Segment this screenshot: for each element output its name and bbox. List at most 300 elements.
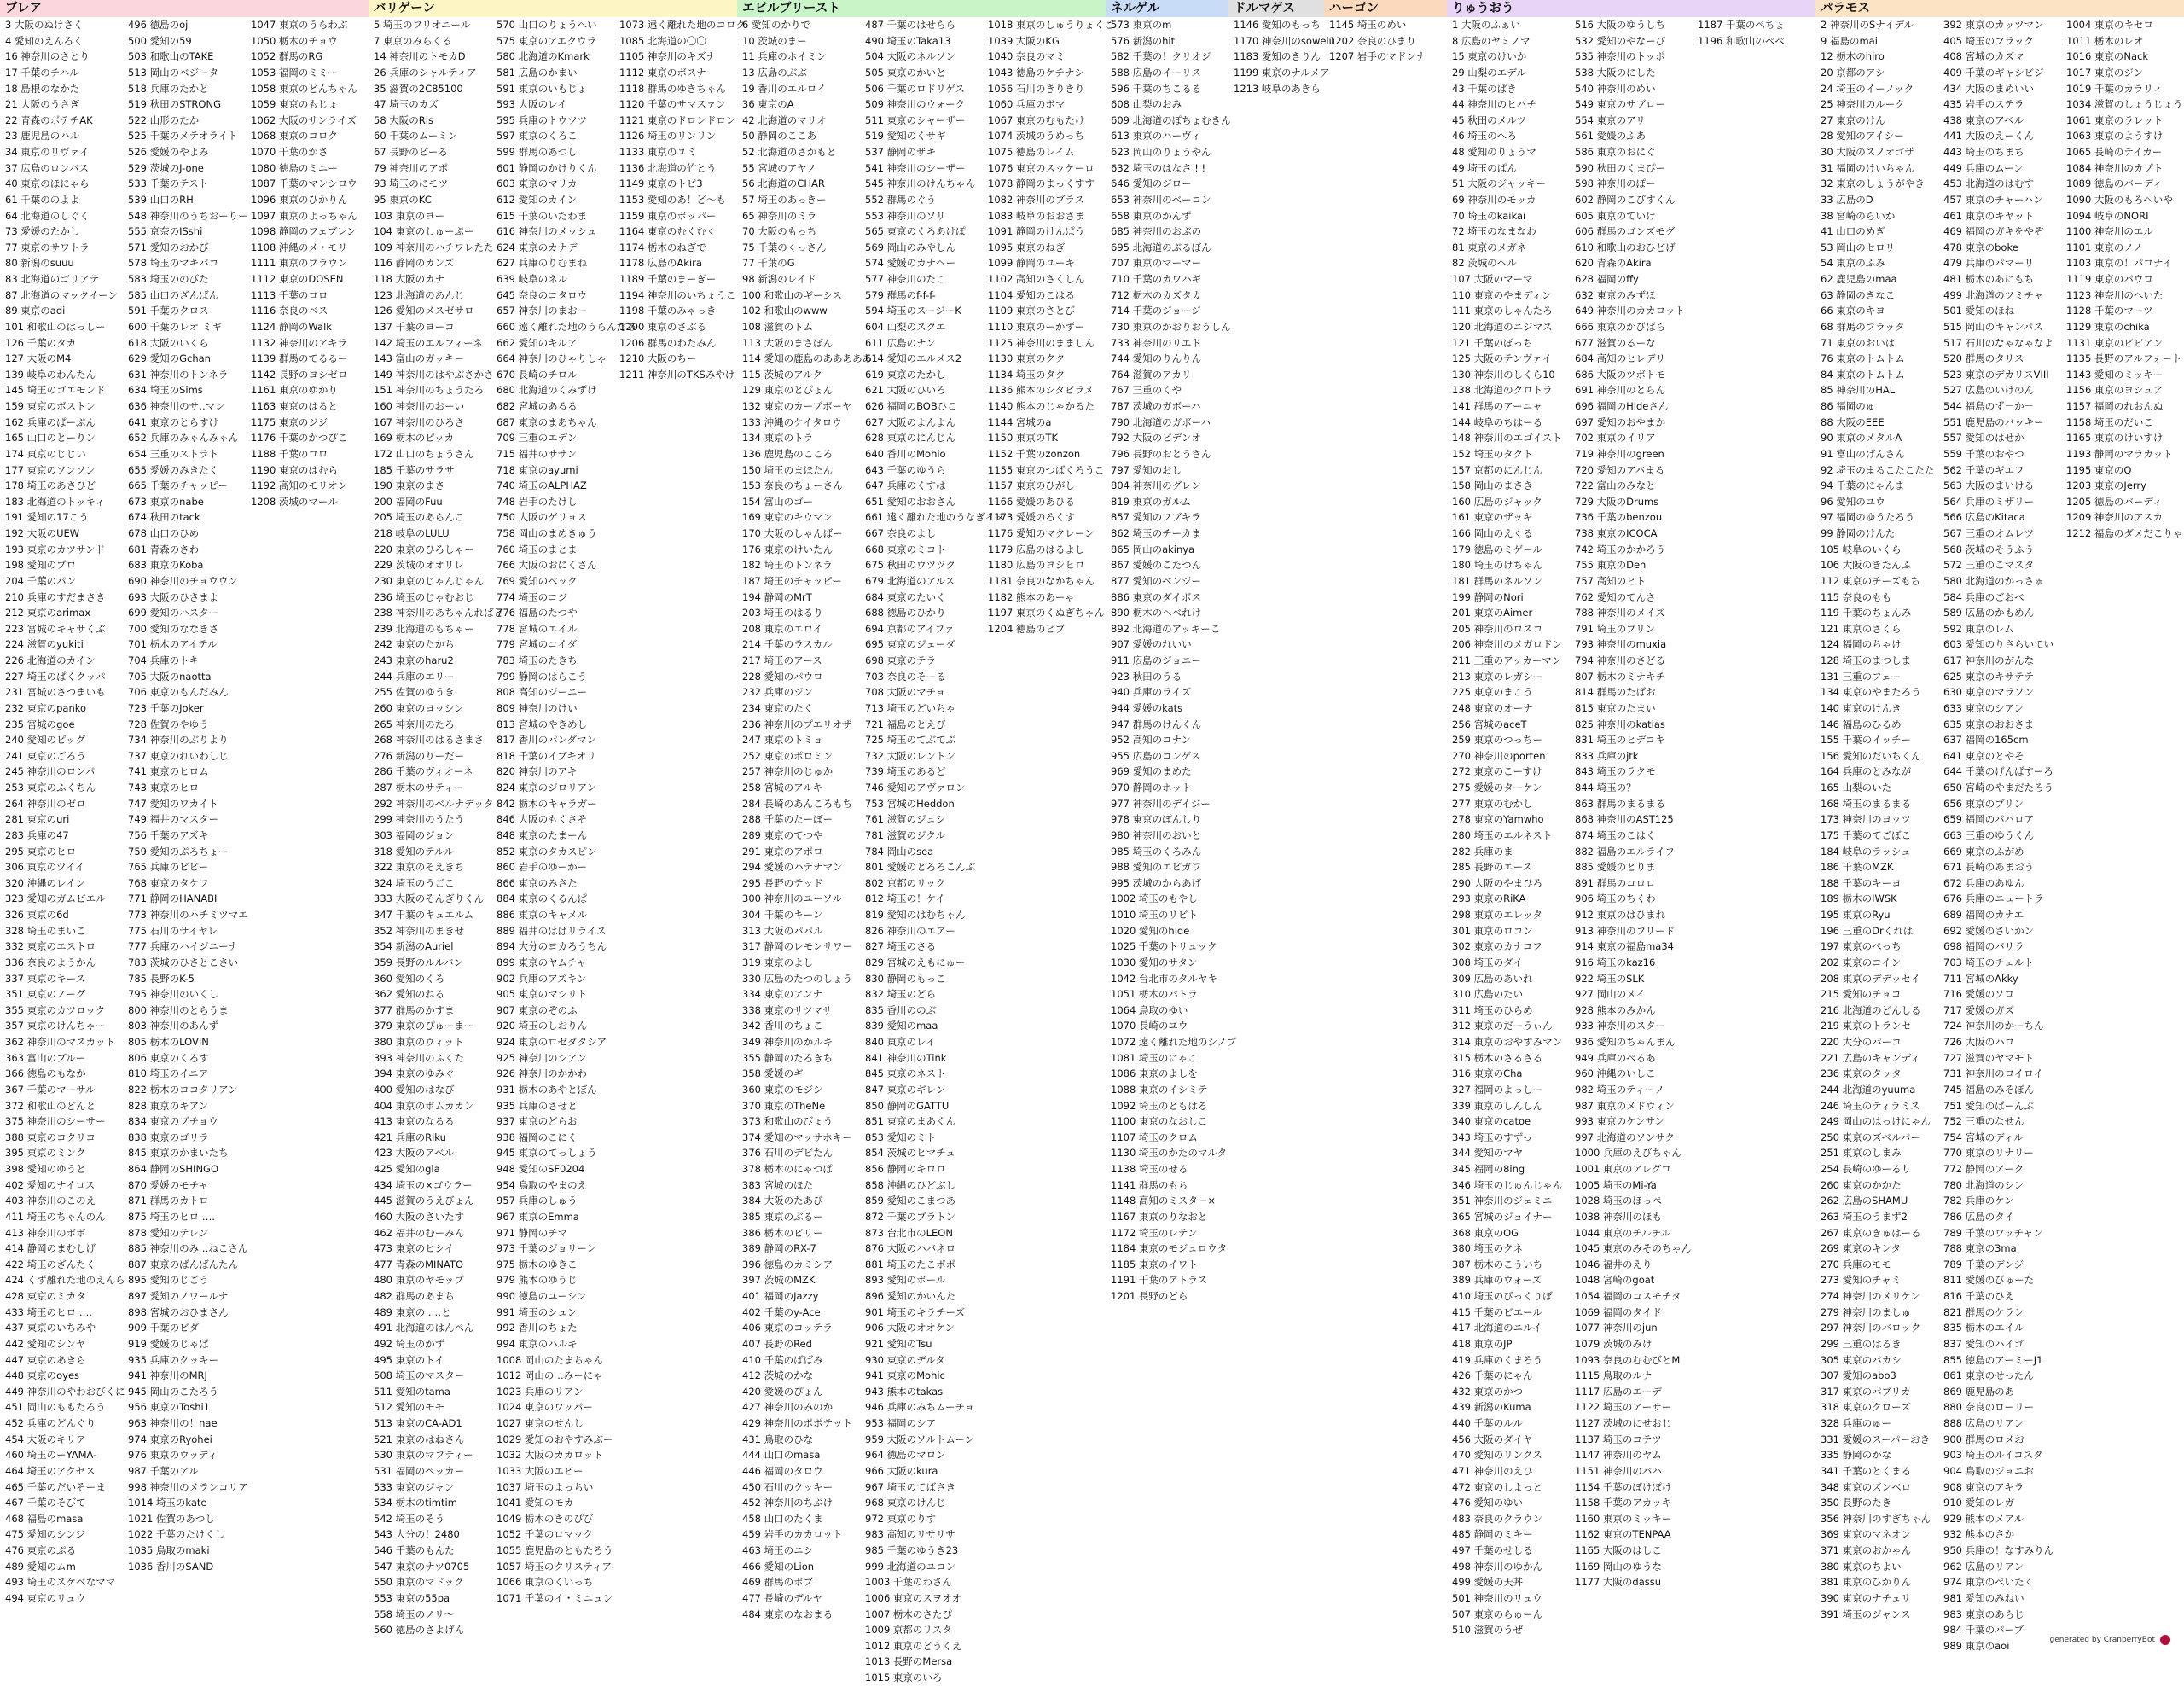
member-entry: 230 東京のじゃんじゃん — [374, 574, 485, 587]
member-entry: 914 東京の福島ma34 — [1575, 940, 1674, 953]
member-entry: 1132 神奈川のアキラ — [251, 336, 347, 349]
member-entry: 1018 東京のしゅうりょくご — [988, 19, 1114, 31]
member-entry: 944 愛媛のkats — [1111, 701, 1183, 714]
member-entry: 314 東京のおやすみマン — [1452, 1036, 1563, 1048]
member-entry: 5 埼玉のフリオニール — [374, 19, 471, 31]
member-entry: 501 神奈川のリュウ — [1452, 1591, 1542, 1604]
member-entry: 220 東京のひろしゃー — [374, 543, 474, 555]
member-entry: 546 千葉のもんた — [374, 1544, 455, 1556]
member-entry: 872 千葉のブラトン — [865, 1210, 956, 1223]
member-entry: 1020 愛知のhide — [1111, 924, 1190, 937]
member-entry: 1196 和歌山のぺべ — [1698, 34, 1785, 47]
member-entry: 272 東京のこーすけ — [1452, 765, 1542, 778]
member-entry: 279 神奈川のましゅ — [1821, 1305, 1912, 1318]
member-entry: 1189 千葉のまーぎー — [619, 273, 717, 285]
member-entry: 601 静岡のかけりくん — [497, 161, 597, 174]
group-header: ネルゲル — [1106, 0, 1228, 17]
member-entry: 402 愛知のナイロス — [5, 1178, 96, 1191]
member-entry: 1064 鳥取のゆい — [1111, 1003, 1188, 1016]
member-entry: 1052 千葉のロマック — [497, 1528, 593, 1541]
member-entry: 253 東京のふくちん — [5, 782, 96, 794]
member-entry: 446 福岡のタロウ — [742, 1464, 823, 1477]
member-entry: 1119 東京のパウロ — [2066, 273, 2153, 285]
member-entry: 1209 神奈川のアスカ — [2066, 511, 2163, 524]
member-entry: 674 秋田のtack — [128, 511, 200, 524]
member-entry: 574 愛媛のカナヘー — [865, 257, 956, 270]
member-entry: 6 愛知のかりで — [742, 19, 810, 31]
member-entry: 820 神奈川のアキ — [497, 765, 578, 778]
member-entry: 128 埼玉のまつしま — [1821, 654, 1912, 666]
member-entry: 1074 茨城のうめっち — [988, 130, 1085, 142]
member-list — [491, 17, 636, 1607]
member-entry: 402 千葉のy-Ace — [742, 1305, 821, 1318]
member-entry: 1165 大阪のはしこ — [1575, 1544, 1662, 1556]
member-entry: 200 福岡のFuu — [374, 495, 443, 508]
member-entry: 596 千葉のちこるる — [1111, 82, 1202, 95]
member-entry: 141 群馬のアーニャ — [1452, 400, 1542, 412]
member-entry: 1029 愛知のおやすみぶー — [497, 1433, 613, 1445]
member-entry: 227 埼玉のぱくクッパ — [5, 670, 106, 683]
member-entry: 84 東京のトムトム — [1821, 368, 1905, 381]
member-entry: 475 愛知のシンジ — [5, 1528, 86, 1541]
member-entry: 426 千葉のにゃん — [1452, 1369, 1533, 1382]
member-entry: 1002 埼玉のもやし — [1111, 892, 1198, 905]
member-entry: 389 静岡のRX-7 — [742, 1242, 816, 1255]
member-entry: 1185 東京のイワト — [1111, 1258, 1198, 1270]
member-entry: 1066 東京のくいっち — [497, 1576, 594, 1589]
member-entry: 608 山梨のおみ — [1111, 98, 1182, 111]
member-entry: 1112 東京のボスナ — [619, 66, 706, 78]
member-entry: 981 愛知のみねい — [1943, 1591, 2024, 1604]
member-entry: 298 東京のエレッタ — [1452, 909, 1542, 921]
member-entry: 1127 茨城のにせおじ — [1575, 1417, 1672, 1429]
member-entry: 101 和歌山のはっしー — [5, 320, 106, 333]
member-entry: 935 兵庫のクッキー — [128, 1353, 219, 1366]
member-entry: 1136 熊本のシタビラメ — [988, 384, 1095, 397]
member-entry: 64 北海道のしぐく — [5, 209, 90, 222]
member-entry: 195 東京のRyu — [1821, 909, 1891, 921]
member-entry: 572 三重のこマスタ — [1943, 559, 2035, 572]
member-entry: 326 東京の6d — [5, 909, 69, 921]
member-entry: 357 東京のけんちゃー — [5, 1020, 106, 1032]
footer-text: generated by CranberryBot — [2049, 1636, 2155, 1644]
member-entry: 724 神奈川のかーちん — [1943, 1020, 2044, 1032]
member-entry: 664 神奈川のひゃりしゃ — [497, 352, 607, 365]
member-entry: 220 大分のパーコ — [1821, 1036, 1902, 1048]
member-entry: 1100 東京のなおしこ — [1111, 1115, 1208, 1128]
member-entry: 984 千葉のパーブ — [1943, 1624, 2024, 1637]
member-entry: 273 愛知のチャミ — [1821, 1274, 1902, 1287]
member-entry: 1016 東京のNack — [2066, 50, 2149, 63]
member-entry: 544 福島のず－か－ — [1943, 400, 2035, 412]
member-entry: 405 埼玉のフラック — [1943, 34, 2034, 47]
member-entry: 243 東京のharu2 — [374, 654, 454, 666]
member-entry: 878 愛知のテレン — [128, 1226, 209, 1239]
member-entry: 1134 埼玉のタク — [988, 368, 1066, 381]
member-entry: 829 宮城のえもにゅー — [865, 956, 966, 968]
member-entry: 278 東京のYamwho — [1452, 813, 1544, 826]
member-entry: 568 茨城のそうふう — [1943, 543, 2035, 555]
member-entry: 1169 岡山のゆうな — [1575, 1560, 1662, 1573]
member-entry: 851 東京のまあくん — [865, 1115, 956, 1128]
member-entry: 927 岡山のメイ — [1575, 988, 1646, 1001]
member-entry: 389 兵庫のウォーズ — [1452, 1274, 1542, 1287]
member-entry: 301 東京のロコン — [1452, 924, 1533, 937]
member-entry: 340 東京のcatoe — [1452, 1115, 1531, 1128]
member-entry: 1176 愛知のマクレーン — [988, 527, 1095, 539]
member-entry: 910 愛知のレガ — [1943, 1497, 2015, 1509]
member-entry: 938 福岡のこにく — [497, 1131, 578, 1143]
member-entry: 52 北海道のさかもと — [742, 146, 837, 158]
member-entry: 72 埼玉のなまなわ — [1452, 225, 1536, 238]
member-entry: 192 大阪のUEW — [5, 527, 80, 539]
member-entry: 351 東京のノーグ — [5, 988, 86, 1001]
member-entry: 241 東京のごろう — [5, 749, 86, 762]
member-entry: 800 神奈川のとらうま — [128, 1003, 229, 1016]
member-entry: 265 神奈川のたろ — [374, 718, 455, 730]
member-entry: 1158 埼玉のだいこ — [2066, 416, 2153, 428]
member-entry: 941 東京のMohic — [865, 1369, 945, 1382]
member-entry: 1125 神奈川のまましん — [988, 336, 1095, 349]
member-entry: 167 神奈川のひろさ — [374, 416, 465, 428]
member-entry: 911 広島のジョニー — [1111, 654, 1201, 666]
member-entry: 22 青森のポテチAK — [5, 113, 93, 126]
member-entry: 14 神奈川のトモカD — [374, 50, 466, 63]
member-entry: 1122 埼玉のアーサー — [1575, 1401, 1672, 1414]
member-entry: 291 東京のアポロ — [742, 845, 823, 858]
member-entry: 759 愛知のぷろちょー — [128, 845, 229, 858]
member-entry: 1060 兵庫のボマ — [988, 98, 1066, 111]
member-entry: 420 愛媛のぴょん — [742, 1385, 823, 1398]
member-entry: 497 千葉のせしる — [1452, 1544, 1533, 1556]
member-entry: 890 栃木のへべれけ — [1111, 607, 1202, 619]
member-entry: 1054 福岡のコスモチタ — [1575, 1290, 1682, 1302]
member-entry: 1078 静岡のまっくすす — [988, 177, 1095, 190]
member-entry: 799 静岡のはらこう — [497, 670, 588, 683]
member-entry: 632 埼玉のはなさ ! ! — [1111, 161, 1206, 174]
member-entry: 815 東京のたまい — [1575, 701, 1656, 714]
member-entry: 833 兵庫のjtk — [1575, 749, 1639, 762]
member-entry: 897 愛知のノワールナ — [128, 1290, 229, 1302]
member-entry: 741 東京のヒロム — [128, 765, 209, 778]
member-entry: 1070 長崎のユウ — [1111, 1020, 1188, 1032]
member-entry: 479 兵庫のパマーリ — [1943, 257, 2035, 270]
member-entry: 92 埼玉のまるこたこたた — [1821, 463, 1935, 476]
member-entry: 312 東京のだーうぃん — [1452, 1020, 1553, 1032]
member-entry: 1137 埼玉のコテツ — [1575, 1433, 1662, 1445]
member-entry: 588 広島のイーリス — [1111, 66, 1201, 78]
member-entry: 1204 徳島のピブ — [988, 622, 1066, 635]
member-entry: 8 広島のヤミノマ — [1452, 34, 1531, 47]
member-entry: 1022 千葉のたけくし — [128, 1528, 225, 1541]
member-entry: 852 東京のタカスピン — [497, 845, 597, 858]
member-entry: 867 愛媛のこたつん — [1111, 559, 1202, 572]
member-entry: 644 千葉のげんばすーろ — [1943, 765, 2053, 778]
member-entry: 462 福井のむーみん — [374, 1226, 465, 1239]
member-entry: 896 愛知のかいんた — [865, 1290, 956, 1302]
member-entry: 369 東京のマネオン — [1821, 1528, 1912, 1541]
member-entry: 894 大分のヨカろうちん — [497, 940, 607, 953]
member-entry: 860 岩手のゆーかー — [497, 861, 588, 874]
member-entry: 67 長野のビーる — [374, 146, 448, 158]
member-entry: 618 大阪のいくら — [128, 336, 209, 349]
member-entry: 1187 千葉のぺちょ — [1698, 19, 1785, 31]
member-entry: 884 東京のくるんぱ — [497, 892, 588, 905]
member-entry: 599 群馬のあつし — [497, 146, 578, 158]
member-entry: 518 兵庫のたかと — [128, 82, 209, 95]
member-entry: 477 長崎のデルヤ — [742, 1591, 823, 1604]
member-entry: 583 埼玉ののびた — [128, 273, 209, 285]
member-entry: 877 愛知のベンジー — [1111, 574, 1201, 587]
member-entry: 769 愛知のベック — [497, 574, 578, 587]
member-entry: 292 神奈川のベルナデッタ — [374, 797, 494, 810]
member-entry: 327 福岡のよっしー — [1452, 1083, 1543, 1096]
member-entry: 166 岡山のえくる — [1452, 527, 1533, 539]
member-entry: 753 宮城のHeddon — [865, 797, 955, 810]
member-entry: 482 群馬のあまち — [374, 1290, 455, 1302]
member-entry: 1058 東京のどんちゃん — [251, 82, 357, 95]
member-entry: 681 青森のさわ — [128, 543, 200, 555]
member-entry: 676 兵庫のニュートラ — [1943, 892, 2044, 905]
member-entry: 49 埼玉のぱん — [1452, 161, 1517, 174]
member-entry: 365 宮城のジョイナー — [1452, 1210, 1553, 1223]
member-entry: 858 沖縄のひどぶし — [865, 1178, 956, 1191]
member-entry: 375 神奈川のシーサー — [5, 1115, 106, 1128]
member-entry: 208 東京のエロイ — [742, 622, 823, 635]
member-entry: 989 東京のaoi — [1943, 1639, 2010, 1652]
member-entry: 1167 東京のりなおと — [1111, 1210, 1208, 1223]
member-entry: 1208 茨城のマール — [251, 495, 338, 508]
member-entry: 864 静岡のSHINGO — [128, 1163, 219, 1175]
member-entry: 115 茨城のアルク — [742, 368, 822, 381]
member-entry: 235 宮城のgoe — [5, 718, 75, 730]
member-entry: 533 千葉のテスト — [128, 177, 209, 190]
member-entry: 20 京都のアシ — [1821, 66, 1885, 78]
member-entry: 41 山口のめぎ — [1821, 225, 1885, 238]
member-entry: 351 神奈川のジェミニ — [1452, 1195, 1553, 1207]
member-entry: 154 富山のゴー — [742, 495, 814, 508]
member-entry: 451 岡山のももたろう — [5, 1401, 106, 1414]
member-entry: 1159 東京のボッパー — [619, 209, 717, 222]
member-entry: 903 埼玉のルイコスタ — [1943, 1449, 2043, 1462]
member-entry: 373 和歌山のびょう — [742, 1115, 834, 1128]
member-entry: 999 北海道のユコン — [865, 1560, 956, 1573]
member-entry: 1038 神奈川のほも — [1575, 1210, 1662, 1223]
member-entry: 449 兵庫のムーン — [1943, 161, 2024, 174]
member-entry: 485 静岡のミキー — [1452, 1528, 1533, 1541]
member-entry: 123 北海道のあんじ — [374, 288, 465, 301]
member-entry: 352 神奈川のまきせ — [374, 924, 465, 937]
member-entry: 655 愛媛のみきたく — [128, 463, 219, 476]
member-entry: 670 長崎のチロル — [497, 368, 578, 381]
member-entry: 1197 東京のくぬぎちゃん — [988, 607, 1105, 619]
member-entry: 236 埼玉のじゃむおじ — [374, 590, 474, 603]
member-entry: 520 群馬のタリス — [1943, 352, 2024, 365]
member-entry: 252 東京のポロミン — [742, 749, 834, 762]
member-entry: 1024 東京のワッパー — [497, 1401, 593, 1414]
member-entry: 408 宮城のカズマ — [1943, 50, 2024, 63]
group-column — [1815, 0, 2184, 1654]
member-entry: 1170 神奈川のsowelu — [1234, 34, 1335, 47]
member-entry: 983 東京のあらじ — [1943, 1608, 2024, 1620]
member-entry: 196 三重のDrくれは — [1821, 924, 1914, 937]
member-entry: 562 千葉のギエフ — [1943, 463, 2024, 476]
member-entry: 86 福岡のゅ — [1821, 400, 1876, 412]
member-entry: 28 愛知のアイシー — [1821, 130, 1904, 142]
member-entry: 44 神奈川のヒバチ — [1452, 98, 1536, 111]
member-entry: 729 大阪のDrums — [1575, 495, 1659, 508]
member-entry: 764 滋賀のアカリ — [1111, 368, 1192, 381]
member-entry: 704 兵庫のトキ — [128, 654, 200, 666]
member-entry: 250 東京のズベルパー — [1821, 1131, 1920, 1143]
member-entry: 1087 千葉のマンシロウ — [251, 177, 357, 190]
member-entry: 156 愛知のだいちくん — [1821, 749, 1921, 762]
member-entry: 53 岡山のセロリ — [1821, 241, 1896, 253]
member-entry: 1138 埼玉のせる — [1111, 1163, 1188, 1175]
member-entry: 985 千葉のゆうき23 — [865, 1544, 959, 1556]
member-entry: 591 千葉のクロス — [128, 305, 209, 317]
member-entry: 66 東京のキヨ — [1821, 305, 1885, 317]
member-entry: 534 栃木のtimtim — [374, 1497, 457, 1509]
member-entry: 332 東京のエストロ — [5, 940, 96, 953]
member-entry: 689 福岡のカナエ — [1943, 909, 2024, 921]
member-entry: 225 東京のまこう — [1452, 686, 1533, 699]
group-column — [1228, 0, 1324, 17]
member-entry: 615 千葉のいたわま — [497, 209, 588, 222]
member-list — [369, 17, 504, 1638]
member-entry: 4 愛知のえんろく — [5, 34, 84, 47]
member-entry: 905 東京のマシリト — [497, 988, 588, 1001]
group-column — [0, 0, 369, 1607]
member-entry: 19 香川のエルロイ — [742, 82, 827, 95]
member-entry: 870 愛媛のモチャ — [128, 1178, 209, 1191]
member-entry: 1147 神奈川のヤム — [1575, 1449, 1662, 1462]
member-entry: 1202 奈良のひまり — [1329, 34, 1416, 47]
member-entry: 745 福島のみそぼん — [1943, 1083, 2035, 1096]
member-entry: 954 鳥取のやまのえ — [497, 1178, 588, 1191]
member-entry: 338 東京のサツマサ — [742, 1003, 833, 1016]
member-entry: 1003 千葉のわさん — [865, 1576, 952, 1589]
member-entry: 993 東京のケンサン — [1575, 1115, 1664, 1128]
member-entry: 54 東京のふみ — [1821, 257, 1885, 270]
member-entry: 659 福岡のパバロア — [1943, 813, 2035, 826]
member-entry: 1068 東京のコロク — [251, 130, 338, 142]
member-entry: 565 東京のくろあけぽ — [865, 225, 966, 238]
member-entry: 560 徳島のさよげん — [374, 1624, 465, 1637]
member-entry: 434 大阪のまめいい — [1943, 82, 2035, 95]
member-entry: 902 兵庫のアズキン — [497, 972, 587, 985]
member-entry: 1198 千葉のみゃっき — [619, 305, 717, 317]
member-entry: 303 福岡のジョン — [374, 828, 455, 841]
member-entry: 403 神奈川のこのえ — [5, 1195, 96, 1207]
member-entry: 706 東京のもんだみん — [128, 686, 229, 699]
member-entry: 621 大阪のひいろ — [865, 384, 946, 397]
member-entry: 284 長崎のあんころもち — [742, 797, 853, 810]
member-entry: 688 徳島のひかり — [865, 607, 946, 619]
member-entry: 31 福岡のけいちゃん — [1821, 161, 1915, 174]
member-entry: 1051 栃木のパトラ — [1111, 988, 1198, 1001]
member-entry: 579 群馬のf-f-f- — [865, 288, 936, 301]
member-entry: 1012 岡山の ‥みーにゃ — [497, 1369, 603, 1382]
member-entry: 901 埼玉のキラチーズ — [865, 1305, 966, 1318]
member-entry: 953 福岡のシア — [865, 1417, 937, 1429]
member-entry: 593 大阪のレイ — [497, 98, 567, 111]
member-entry: 1192 高知のモリオン — [251, 480, 348, 492]
member-entry: 1149 東京のトビ3 — [619, 177, 703, 190]
member-entry: 1056 石川のきりきり — [988, 82, 1085, 95]
member-entry: 185 千葉のサラサ — [374, 463, 455, 476]
member-entry: 532 愛知のやなーぴ — [1575, 34, 1666, 47]
member-list — [123, 17, 246, 1574]
member-entry: 677 滋賀のるーな — [1575, 336, 1656, 349]
member-entry: 762 愛知のてんさ — [1575, 590, 1656, 603]
member-entry: 600 千葉のレオ ミギ — [128, 320, 222, 333]
member-entry: 845 東京のネスト — [865, 1067, 946, 1080]
member-entry: 731 神奈川のロイロイ — [1943, 1067, 2043, 1080]
member-entry: 542 埼玉のそう — [374, 1512, 445, 1525]
member-entry: 368 東京のOG — [1452, 1226, 1519, 1239]
member-entry: 257 神奈川のじゅか — [742, 765, 834, 778]
member-entry: 515 岡山のキャンパス — [1943, 320, 2043, 333]
member-entry: 1008 岡山のたまちゃん — [497, 1353, 603, 1366]
member-entry: 1023 兵庫のリアン — [497, 1385, 584, 1398]
member-entry: 983 高知のリサリサ — [865, 1528, 956, 1541]
member-entry: 553 東京の55pa — [374, 1591, 450, 1604]
member-entry: 750 大阪のゲリョス — [497, 511, 587, 524]
member-entry: 443 埼玉のちまち — [1943, 146, 2024, 158]
member-entry: 795 神奈川のいくし — [128, 988, 219, 1001]
member-entry: 35 滋賀の2C85100 — [374, 82, 463, 95]
member-entry: 38 宮崎のらいか — [1821, 209, 1896, 222]
member-entry: 604 山梨のスクエ — [865, 320, 946, 333]
member-entry: 826 神奈川のエアー — [865, 924, 956, 937]
member-entry: 893 愛知のボール — [865, 1274, 946, 1287]
member-entry: 1044 東京のチルチル — [1575, 1226, 1671, 1239]
member-entry: 412 茨城のかな — [742, 1369, 814, 1382]
member-entry: 990 徳島のユーシン — [497, 1290, 587, 1302]
member-entry: 818 千葉のイブキオリ — [497, 749, 596, 762]
member-entry: 1037 埼玉のよっちい — [497, 1480, 594, 1493]
member-entry: 863 群馬のまるまる — [1575, 797, 1666, 810]
member-entry: 720 愛知のアバまる — [1575, 463, 1665, 476]
member-entry: 478 東京のboke — [1943, 241, 2018, 253]
member-entry: 3 大阪のぬけさく — [5, 19, 84, 31]
member-entry: 1077 神奈川のjun — [1575, 1322, 1658, 1334]
member-entry: 93 埼玉のにモツ — [374, 177, 449, 190]
member-entry: 487 千葉のはせらら — [865, 19, 956, 31]
member-entry: 962 広島のリアン — [1943, 1560, 2024, 1573]
member-entry: 1041 愛知のモカ — [497, 1497, 574, 1509]
member-entry: 709 三重のエデン — [497, 432, 578, 445]
member-entry: 916 埼玉のkaz16 — [1575, 956, 1656, 968]
member-entry: 89 東京のadi — [5, 305, 66, 317]
member-entry: 198 愛知のプロ — [5, 559, 77, 572]
member-entry: 554 東京のアリ — [1575, 113, 1646, 126]
member-entry: 493 埼玉のスケベなママ — [5, 1576, 116, 1589]
member-entry: 231 宮城のさつまいも — [5, 686, 106, 699]
member-entry: 152 埼玉のタクト — [1452, 447, 1533, 460]
member-entry: 492 埼玉のかず — [374, 1337, 445, 1350]
member-entry: 733 神奈川のリエド — [1111, 336, 1201, 349]
member-entry: 1165 東京のけいすけ — [2066, 432, 2164, 445]
member-entry: 906 大阪のオオケン — [865, 1322, 955, 1334]
member-entry: 460 埼玉のーYAMA- — [5, 1449, 97, 1462]
cranberry-logo-icon — [2160, 1635, 2170, 1645]
member-entry: 784 岡山のsea — [865, 845, 934, 858]
member-entry: 470 愛知のリンクス — [1452, 1449, 1542, 1462]
member-entry: 552 群馬のぐう — [865, 193, 937, 206]
member-entry: 541 神奈川のシーザー — [865, 161, 966, 174]
